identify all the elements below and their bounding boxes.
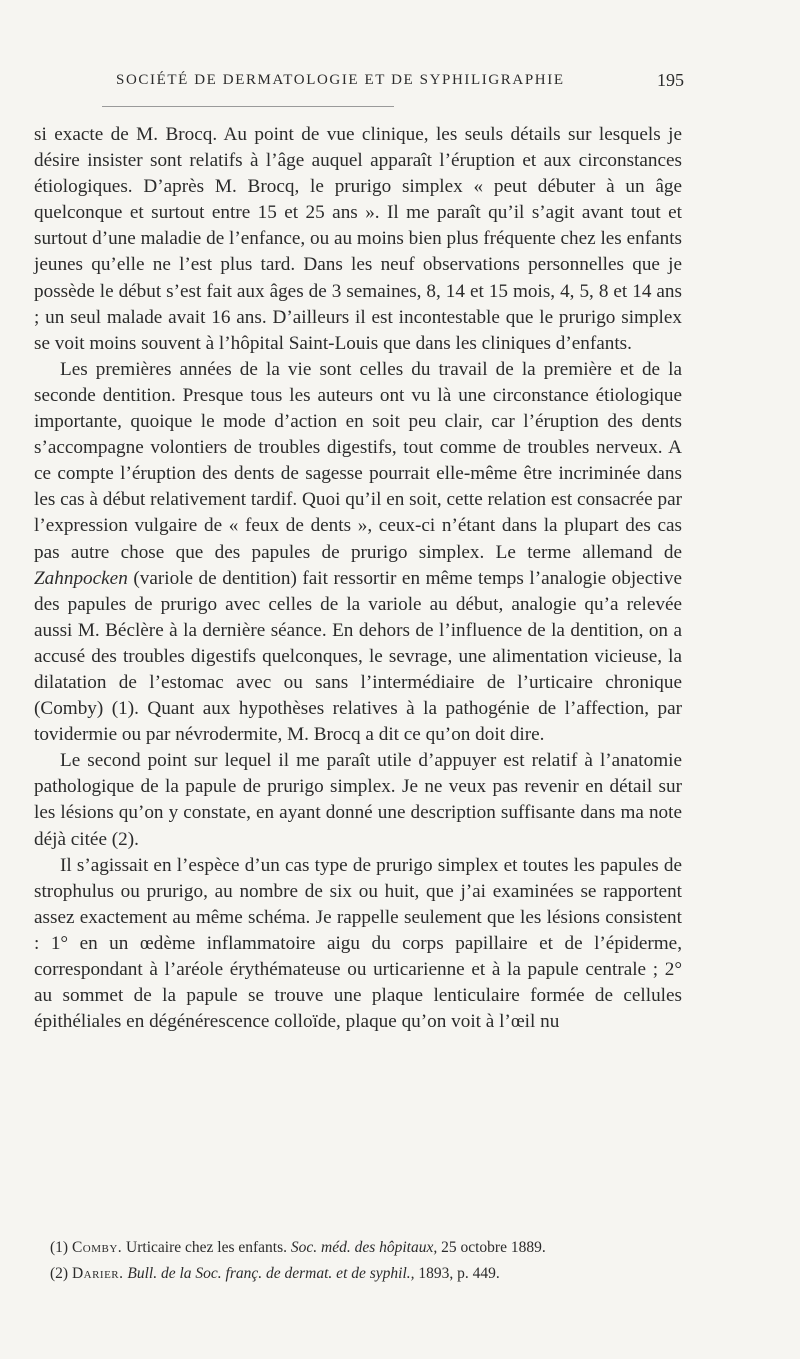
body-text [34, 122, 682, 1035]
footnote-1-marker: (1) [50, 1239, 69, 1256]
footnote-2-journal: Bull. de la Soc. franç. de dermat. et de syphil., [123, 1265, 415, 1282]
paragraph-2 [34, 357, 682, 748]
running-title: SOCIÉTÉ DE DERMATOLOGIE ET DE SYPHILIGRAPHIE [116, 72, 565, 88]
header-rule [102, 106, 394, 107]
footnote-1-journal: Soc. méd. des hôpitaux, [290, 1239, 438, 1256]
german-term: Zahnpocken [34, 567, 128, 589]
paragraph-4: Il s’agissait en l’espèce d’un cas type de prurigo simplex et toutes les papules de strophulus ou prurigo, au nombre de six ou huit, que j’ai examinées se rapportent assez exactement au même schéma. Je rappelle seulement que les lésions consistent : 1° en un œdème inflammatoire aigu du corps papillaire et de l’épiderme, correspondant à l’aréole érythémateuse ou urticarienne et à la papule centrale ; 2° au sommet de la papule se trouve une plaque lenticulaire formée de cellules épithéliales en dégénérescence colloïde, plaque qu’on voit à l’œil nu [34, 854, 682, 1033]
running-header [34, 72, 684, 98]
footnote-1-date: 25 octobre 1889. [437, 1239, 546, 1256]
paragraph-2-after: (variole de dentition) fait ressortir en même temps l’analogie objective des papules de prurigo avec celles de la variole au début, analogie qu’a relevée aussi M. Béclère à la dernière séance. En dehors de l’influence de la dentition, on a accusé des troubles digestifs quelconques, le sevrage, une alimentation vicieuse, la dilatation de l’estomac avec ou sans l’intermédiaire de l’urticaire chronique (Comby) (1). Quant aux hypothèses relatives à la pathogénie de l’affection, par tovidermie ou par névrodermite, M. Brocq a dit ce qu’on doit dire. [34, 567, 682, 746]
footnote-2-marker: (2) [50, 1265, 69, 1282]
footnote-2-author: Darier. [71, 1265, 124, 1282]
footnotes [50, 1235, 684, 1287]
paragraph-3: Le second point sur lequel il me paraît utile d’appuyer est relatif à l’anatomie pathologique de la papule de prurigo simplex. Je ne veux pas revenir en détail sur les lésions qu’on y constate, en ayant donné une description suffisante dans ma note déjà citée (2). [34, 750, 682, 850]
footnote-1 [50, 1235, 684, 1261]
paragraph-1: si exacte de M. Brocq. Au point de vue clinique, les seuls détails sur lesquels je désire insister sont relatifs à l’âge auquel apparaît l’éruption et aux circonstances étiologiques. D’après M. Brocq, le prurigo simplex « peut débuter à un âge quelconque et surtout entre 15 et 25 ans ». Il me paraît qu’il s’agit avant tout et surtout d’une maladie de l’enfance, ou au moins bien plus fréquente chez les enfants jeunes qu’elle ne l’est plus tard. Dans les neuf observations personnelles que je possède le début s’est fait aux âges de 3 semaines, 8, 14 et 15 mois, 4, 5, 8 et 14 ans ; un seul malade avait 16 ans. D’ailleurs il est incontestable que le prurigo simplex se voit moins souvent à l’hôpital Saint-Louis que dans les cliniques d’enfants. [34, 124, 682, 354]
paragraph-2-before: Les premières années de la vie sont celles du travail de la première et de la seconde dentition. Presque tous les auteurs ont vu là une circonstance étiologique importante, quoique le mode d’action en soit peu clair, car l’éruption des dents s’accompagne volontiers de troubles digestifs, tout comme de troubles nerveux. A ce compte l’éruption des dents de sagesse pourrait elle-même être incriminée dans les cas à début relativement tardif. Quoi qu’il en soit, cette relation est consacrée par l’expression vulgaire de « feux de dents », ceux-ci n’étant dans la plupart des cas pas autre chose que des papules de prurigo simplex. Le terme allemand de [34, 358, 682, 563]
footnote-1-text: Urticaire chez les enfants. [122, 1239, 291, 1256]
footnote-2-date: 1893, p. 449. [414, 1265, 500, 1282]
page-number: 195 [657, 70, 684, 90]
footnote-2 [50, 1261, 684, 1287]
footnote-1-author: Comby. [71, 1239, 123, 1256]
